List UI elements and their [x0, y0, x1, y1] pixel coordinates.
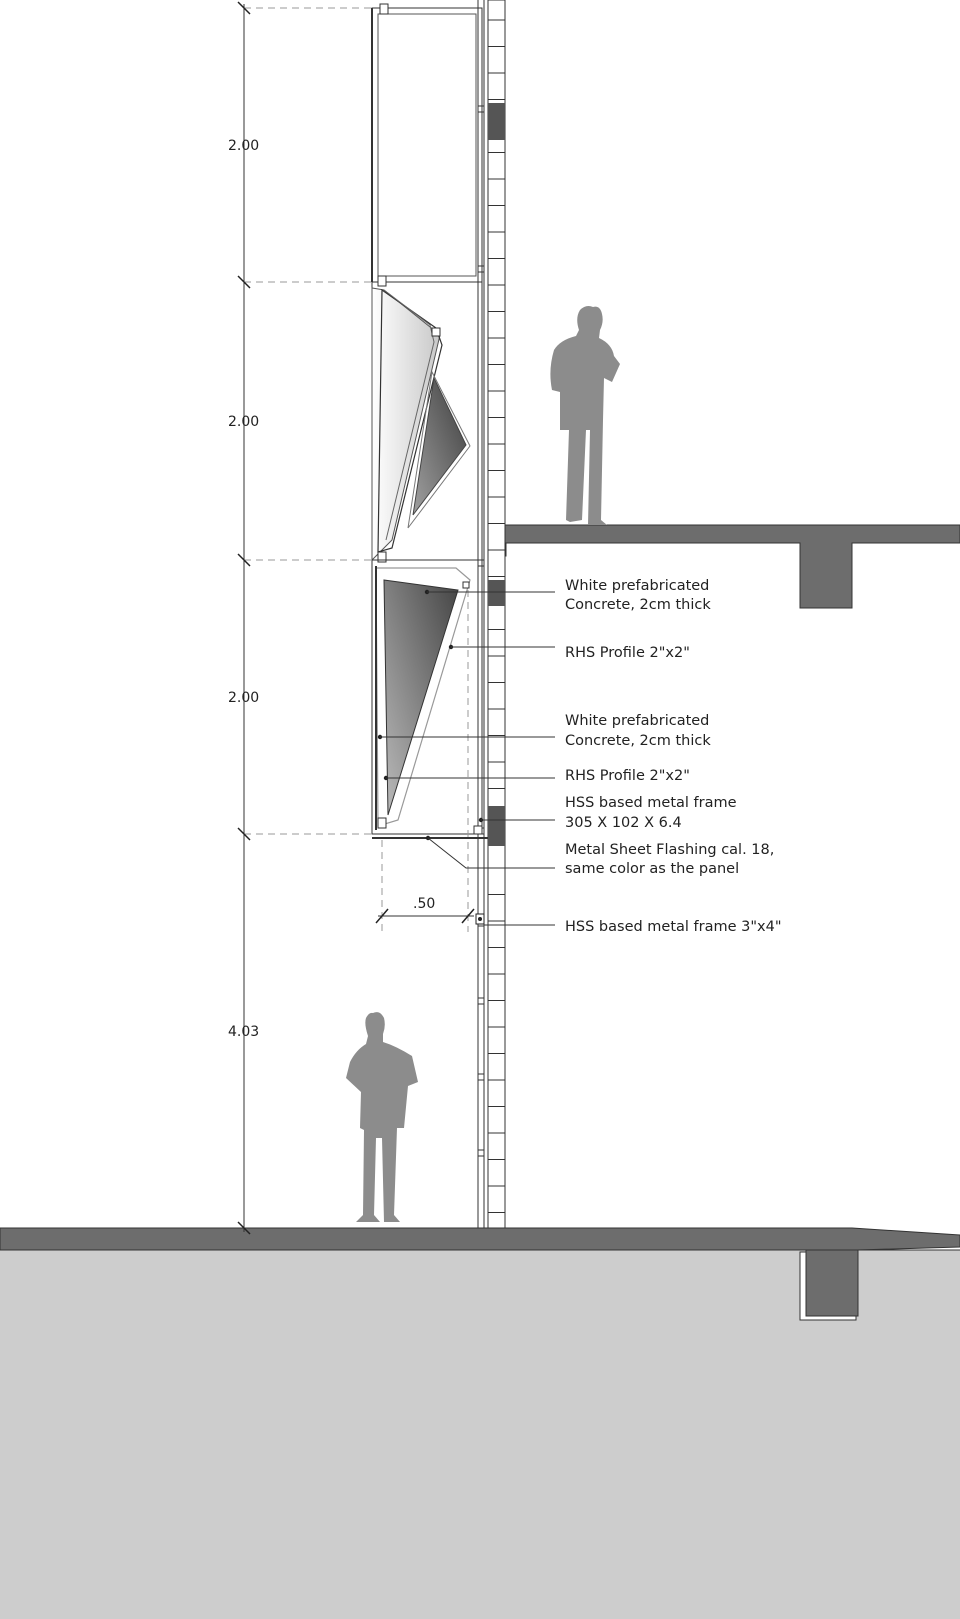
annotation-white-concrete-1-line1: White prefabricated	[565, 578, 710, 594]
person-silhouette-lower	[346, 1012, 418, 1222]
block-wall	[488, 0, 505, 1228]
annotation-hss-frame-large-line1: HSS based metal frame	[565, 795, 737, 811]
dimension-label-height: 2.00	[228, 138, 260, 154]
annotation-white-concrete-2-line2: Concrete, 2cm thick	[565, 733, 711, 749]
facade-module-bottom	[372, 560, 488, 838]
person-silhouette-upper	[550, 306, 620, 525]
upper-floor-slab	[490, 525, 960, 608]
annotation-hss-frame-large-line2: 305 X 102 X 6.4	[565, 815, 682, 831]
facade-module-middle	[372, 276, 482, 562]
annotation-hss-frame-small: HSS based metal frame 3"x4"	[565, 919, 782, 935]
hss-small-marker	[476, 914, 484, 924]
annotation-metal-flashing-line2: same color as the panel	[565, 861, 740, 877]
annotation-white-concrete-1-line2: Concrete, 2cm thick	[565, 597, 711, 613]
annotation-rhs-profile-2: RHS Profile 2"x2"	[565, 768, 690, 784]
horizontal-dimension	[376, 896, 474, 923]
annotation-metal-flashing-line1: Metal Sheet Flashing cal. 18,	[565, 842, 775, 858]
dimension-label-height: 2.00	[228, 690, 260, 706]
dimension-label-height: 4.03	[228, 1024, 260, 1040]
facade-module-top	[372, 4, 482, 282]
frame-posts	[478, 0, 484, 1228]
annotation-rhs-profile-1: RHS Profile 2"x2"	[565, 645, 690, 661]
dimension-label-height: 2.00	[228, 414, 260, 430]
annotation-labels	[565, 578, 782, 935]
dimension-label-width: .50	[413, 896, 436, 912]
vertical-dimension-chain	[228, 2, 259, 1234]
annotation-white-concrete-2-line1: White prefabricated	[565, 713, 710, 729]
